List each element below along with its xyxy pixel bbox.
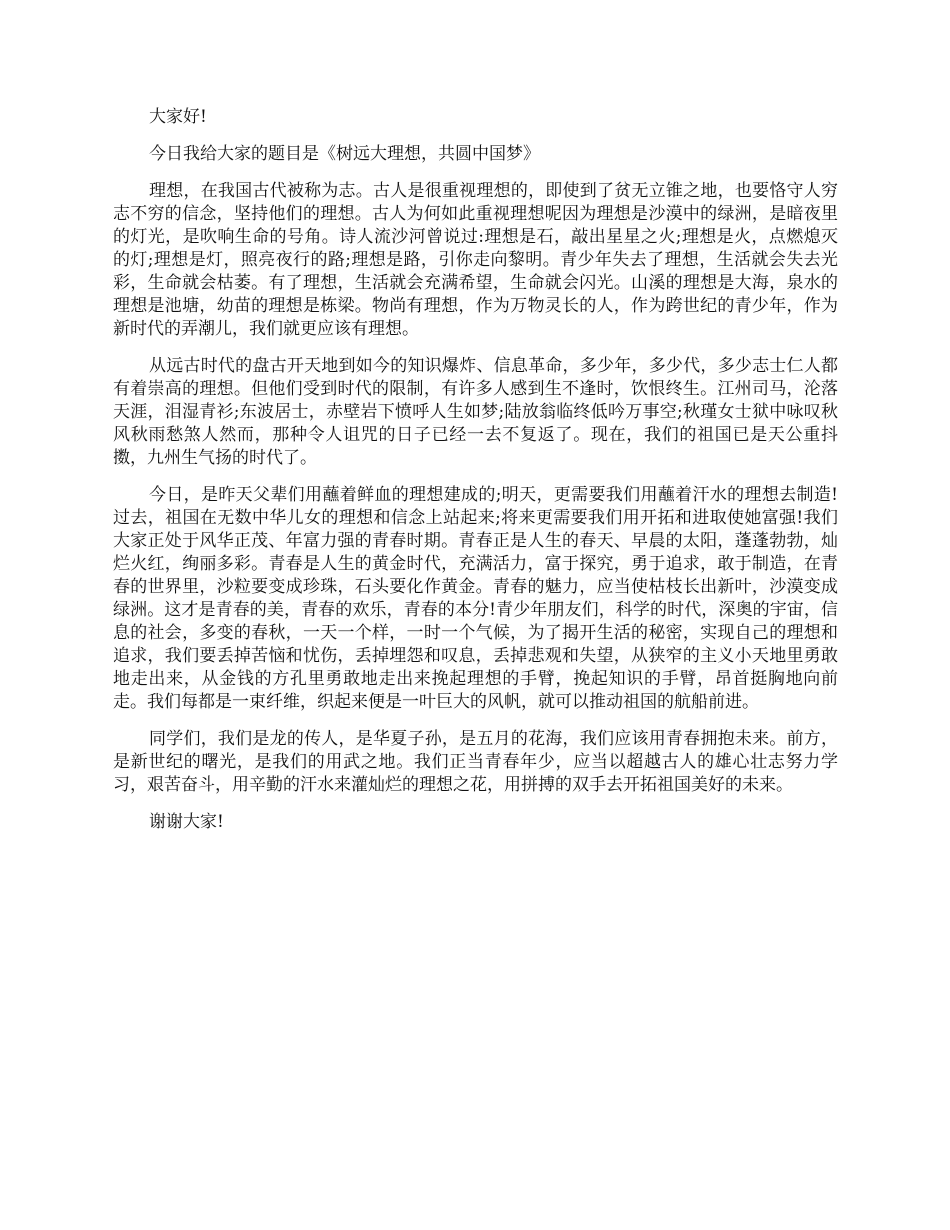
greeting: 大家好! — [149, 107, 207, 127]
speech-document — [113, 106, 838, 848]
paragraph-history: 从远古时代的盘古开天地到如今的知识爆炸、信息革命，多少年，多少代，多少志士仁人都有着崇高的理想。但他们受到时代的限制，有许多人感到生不逢时，饮恨终生。江州司马，沦落天涯，泪湿青衫;东波居士，赤壁岩下愤呼人生如梦;陆放翁临终低吟万事空;秋瑾女士狱中咏叹秋风秋雨愁煞人然而，那种令人诅咒的日子已经一去不复返了。现在，我们的祖国已是天公重抖擞，九州生气扬的时代了。 — [113, 356, 838, 468]
topic-line: 今日我给大家的题目是《树远大理想，共圆中国梦》 — [149, 144, 540, 164]
paragraph-ideals: 理想，在我国古代被称为志。古人是很重视理想的，即使到了贫无立锥之地，也要恪守人穷志不穷的信念，坚持他们的理想。古人为何如此重视理想呢因为理想是沙漠中的绿洲，是暗夜里的灯光，是吹响生命的号角。诗人流沙河曾说过:理想是石，敲出星星之火;理想是火，点燃熄灭的灯;理想是灯，照亮夜行的路;理想是路，引你走向黎明。青少年失去了理想，生活就会失去光彩，生命就会枯萎。有了理想，生活就会充满希望，生命就会闪光。山溪的理想是大海，泉水的理想是池塘，幼苗的理想是栋梁。物尚有理想，作为万物灵长的人，作为跨世纪的青少年，作为新时代的弄潮儿，我们就更应该有理想。 — [113, 181, 838, 339]
paragraph-youth: 今日，是昨天父辈们用蘸着鲜血的理想建成的;明天，更需要我们用蘸着汗水的理想去制造!过去，祖国在无数中华儿女的理想和信念上站起来;将来更需要我们用开拓和进取使她富强!我们大家正处于风华正茂、年富力强的青春时期。青春正是人生的春天、早晨的太阳，蓬蓬勃勃，灿烂火红，绚丽多彩。青春是人生的黄金时代，充满活力，富于探究，勇于追求，敢于制造，在青春的世界里，沙粒要变成珍珠，石头要化作黄金。青春的魅力，应当使枯枝长出新叶，沙漠变成绿洲。这才是青春的美，青春的欢乐，青春的本分!青少年朋友们，科学的时代，深奥的宇宙，信息的社会，多变的春秋，一天一个样，一时一个气候，为了揭开生活的秘密，实现自己的理想和追求，我们要丢掉苦恼和忧伤，丢掉埋怨和叹息，丢掉悲观和失望，从狭窄的主义小天地里勇敢地走出来，从金钱的方孔里勇敢地走出来挽起理想的手臂，挽起知识的手臂，昂首挺胸地向前走。我们每都是一束纤维，织起来便是一叶巨大的风帆，就可以推动祖国的航船前进。 — [113, 485, 838, 712]
closing: 谢谢大家! — [149, 812, 224, 832]
paragraph-future: 同学们，我们是龙的传人，是华夏子孙，是五月的花海，我们应该用青春拥抱未来。前方，是新世纪的曙光，是我们的用武之地。我们正当青春年少，应当以超越古人的雄心壮志努力学习，艰苦奋斗，用辛勤的汗水来灌灿烂的理想之花，用拼搏的双手去开拓祖国美好的未来。 — [113, 729, 838, 795]
